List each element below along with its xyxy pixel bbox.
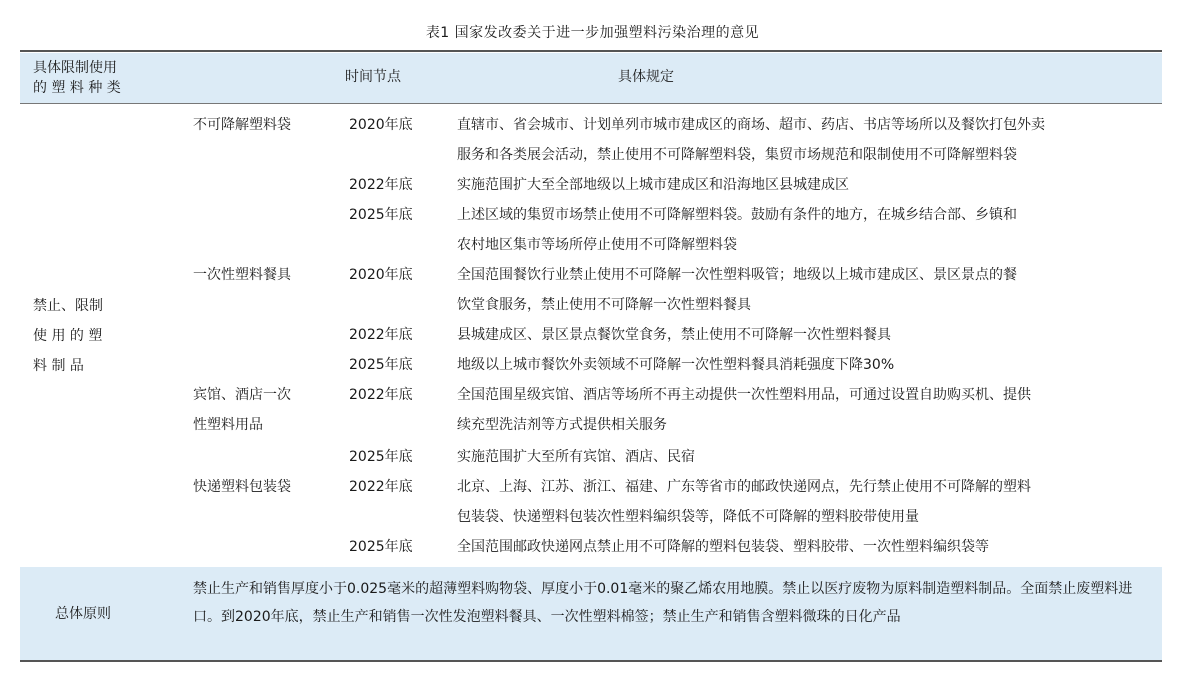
group-name: 性塑料用品 <box>193 417 263 433</box>
header-rule <box>20 103 1162 104</box>
year-cell: 2022年底 <box>349 327 413 343</box>
rule-line: 农村地区集市等场所停止使用不可降解塑料袋 <box>457 237 737 253</box>
group-name: 一次性塑料餐具 <box>193 267 291 283</box>
year-cell: 2022年底 <box>349 177 413 193</box>
header-time: 时间节点 <box>345 69 401 85</box>
rule-line: 实施范围扩大至所有宾馆、酒店、民宿 <box>457 449 695 465</box>
year-cell: 2025年底 <box>349 207 413 223</box>
year-cell: 2025年底 <box>349 539 413 555</box>
general-label: 总体原则 <box>55 606 111 622</box>
rule-line: 实施范围扩大至全部地级以上城市建成区和沿海地区县城建成区 <box>457 177 849 193</box>
restricted-label-line: 禁止、限制 <box>33 298 103 314</box>
rule-line: 全国范围餐饮行业禁止使用不可降解一次性塑料吸管；地级以上城市建成区、景区景点的餐 <box>457 267 1017 283</box>
rule-line: 上述区域的集贸市场禁止使用不可降解塑料袋。鼓励有条件的地方，在城乡结合部、乡镇和 <box>457 207 1017 223</box>
group-name: 快递塑料包装袋 <box>193 479 291 495</box>
year-cell: 2020年底 <box>349 267 413 283</box>
rule-line: 包装袋、快递塑料包装次性塑料编织袋等，降低不可降解的塑料胶带使用量 <box>457 509 919 525</box>
rule-line: 续充型洗洁剂等方式提供相关服务 <box>457 417 667 433</box>
rule-line: 全国范围邮政快递网点禁止用不可降解的塑料包装袋、塑料胶带、一次性塑料编织袋等 <box>457 539 989 555</box>
group-name: 不可降解塑料袋 <box>193 117 291 133</box>
rule-line: 地级以上城市餐饮外卖领域不可降解一次性塑料餐具消耗强度下降30% <box>457 357 895 373</box>
rule-line: 北京、上海、江苏、浙江、福建、广东等省市的邮政快递网点，先行禁止使用不可降解的塑料 <box>457 479 1031 495</box>
restricted-label-line: 使 用 的 塑 <box>33 328 103 344</box>
rule-line: 县城建成区、景区景点餐饮堂食务，禁止使用不可降解一次性塑料餐具 <box>457 327 891 343</box>
general-text: 禁止生产和销售厚度小于0.025毫米的超薄塑料购物袋、厚度小于0.01毫米的聚乙烯农用地膜。禁止以医疗废物为原料制造塑料制品。全面禁止废塑料进口。到2020年底，禁止生产和销售一次性发泡塑料餐具、一次性塑料棉签；禁止生产和销售含塑料微珠的日化产品 <box>193 581 1133 625</box>
rule-line: 全国范围星级宾馆、酒店等场所不再主动提供一次性塑料用品，可通过设置自助购买机、提供 <box>457 387 1031 403</box>
header-category-line: 的 塑 料 种 类 <box>33 80 121 96</box>
year-cell: 2025年底 <box>349 449 413 465</box>
header-category-line: 具体限制使用 <box>33 60 117 76</box>
table-caption: 表1 国家发改委关于进一步加强塑料污染治理的意见 <box>425 25 760 41</box>
group-name: 宾馆、酒店一次 <box>193 387 291 403</box>
year-cell: 2022年底 <box>349 479 413 495</box>
rule-line: 服务和各类展会活动，禁止使用不可降解塑料袋，集贸市场规范和限制使用不可降解塑料袋 <box>457 147 1017 163</box>
year-cell: 2022年底 <box>349 387 413 403</box>
rule-line: 直辖市、省会城市、计划单列市城市建成区的商场、超市、药店、书店等场所以及餐饮打包外卖 <box>457 117 1045 133</box>
restricted-label-line: 料 制 品 <box>33 358 84 374</box>
year-cell: 2020年底 <box>349 117 413 133</box>
rule-line: 饮堂食服务，禁止使用不可降解一次性塑料餐具 <box>457 297 751 313</box>
header-rule-label: 具体规定 <box>618 69 674 85</box>
bottom-rule <box>20 660 1162 662</box>
year-cell: 2025年底 <box>349 357 413 373</box>
top-rule <box>20 50 1162 52</box>
